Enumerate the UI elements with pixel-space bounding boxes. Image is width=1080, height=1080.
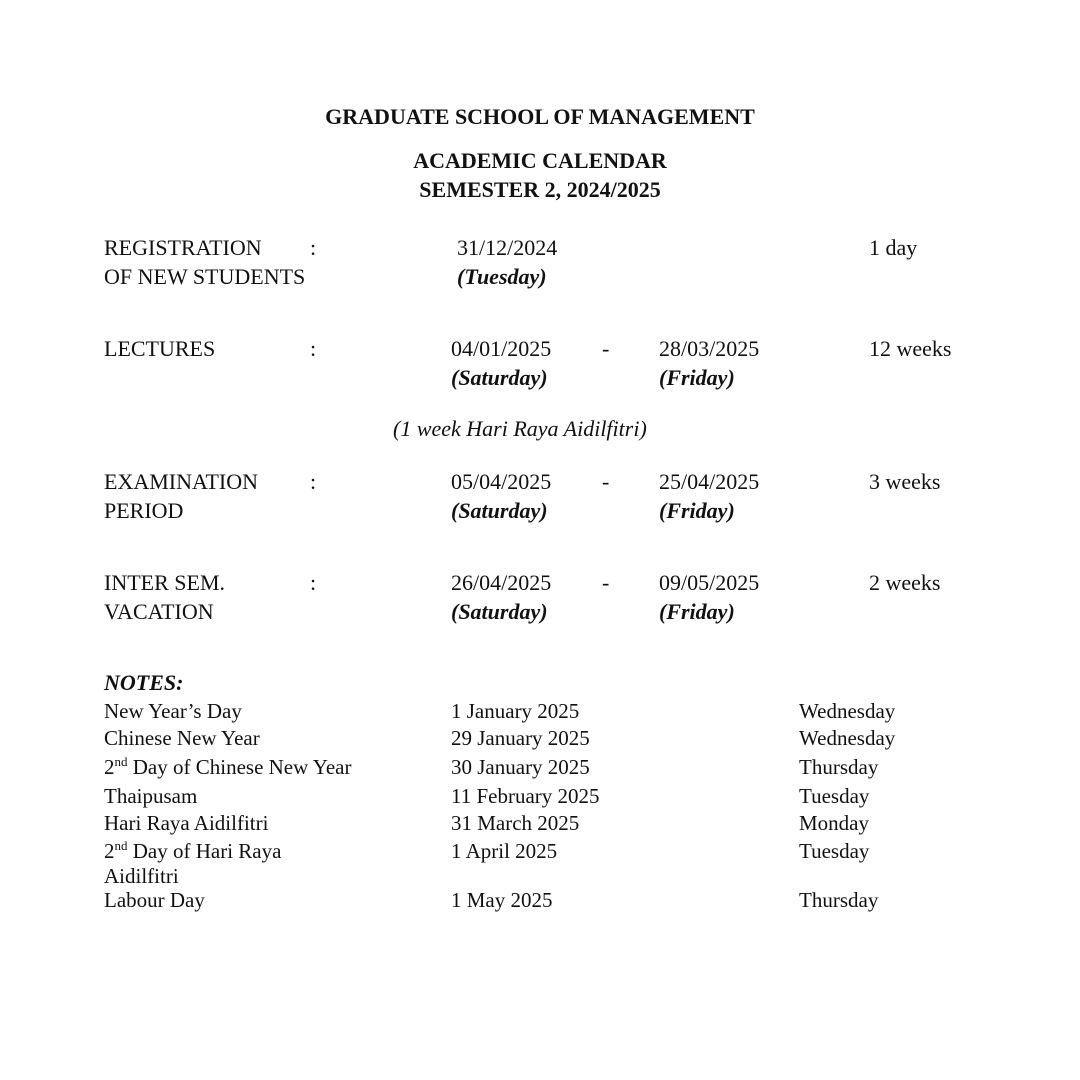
holiday-name: Hari Raya Aidilfitri: [104, 811, 269, 835]
holiday-date: 30 January 2025: [451, 755, 590, 779]
holiday-date: 31 March 2025: [451, 811, 580, 835]
row-end-date: 28/03/2025: [659, 336, 760, 361]
holiday-day: Wednesday: [799, 726, 896, 750]
holiday-name: Labour Day: [104, 888, 205, 912]
row-duration: 3 weeks: [869, 469, 941, 494]
row-duration: 2 weeks: [869, 570, 941, 595]
holiday-name: New Year’s Day: [104, 699, 242, 723]
holiday-day: Tuesday: [799, 839, 870, 863]
row-label-line1: LECTURES: [104, 336, 216, 361]
calendar-title: ACADEMIC CALENDAR: [413, 148, 667, 173]
row-end-date: 25/04/2025: [659, 469, 760, 494]
holiday-date: 1 January 2025: [451, 699, 580, 723]
row-duration: 1 day: [869, 235, 918, 260]
row-label-line1: REGISTRATION: [104, 235, 262, 260]
row-colon: :: [310, 469, 317, 494]
row-colon: :: [310, 336, 317, 361]
holiday-date: 1 May 2025: [451, 888, 553, 912]
row-dash: -: [602, 469, 610, 494]
row-end-date: 09/05/2025: [659, 570, 760, 595]
row-label-line2: OF NEW STUDENTS: [104, 264, 306, 289]
row-start-day: (Tuesday): [457, 264, 547, 289]
holiday-name: [104, 754, 351, 781]
holiday-date: 1 April 2025: [451, 839, 558, 863]
holiday-name: [104, 838, 281, 865]
holiday-name-rest: Day of Chinese New Year: [127, 755, 352, 779]
holiday-name-ordinal-suffix: nd: [114, 754, 128, 769]
row-colon: :: [310, 235, 317, 260]
row-label-line1: INTER SEM.: [104, 570, 225, 595]
school-title: GRADUATE SCHOOL OF MANAGEMENT: [325, 104, 755, 129]
row-duration: 12 weeks: [869, 336, 952, 361]
row-start-date: 31/12/2024: [457, 235, 558, 260]
holiday-name-ordinal: 2: [104, 839, 115, 863]
row-label-line2: PERIOD: [104, 498, 184, 523]
holiday-name: Thaipusam: [104, 784, 198, 808]
holiday-day: Monday: [799, 811, 869, 835]
holiday-name-line2: Aidilfitri: [104, 864, 179, 888]
notes-heading: NOTES:: [104, 670, 184, 695]
row-start-date: 26/04/2025: [451, 570, 552, 595]
holiday-day: Thursday: [799, 888, 879, 912]
row-label-line2: VACATION: [104, 599, 214, 624]
row-start-date: 05/04/2025: [451, 469, 552, 494]
holiday-name: Chinese New Year: [104, 726, 260, 750]
holiday-name-ordinal-suffix: nd: [114, 838, 128, 853]
holiday-name-rest: Day of Hari Raya: [127, 839, 282, 863]
row-dash: -: [602, 570, 610, 595]
row-start-date: 04/01/2025: [451, 336, 552, 361]
row-dash: -: [602, 336, 610, 361]
holiday-day: Thursday: [799, 755, 879, 779]
holiday-name-ordinal: 2: [104, 755, 115, 779]
holiday-date: 11 February 2025: [451, 784, 600, 808]
row-end-day: (Friday): [659, 498, 735, 523]
row-label-line1: EXAMINATION: [104, 469, 258, 494]
holiday-date: 29 January 2025: [451, 726, 590, 750]
lecture-break-note: (1 week Hari Raya Aidilfitri): [393, 416, 647, 441]
row-end-day: (Friday): [659, 599, 735, 624]
semester-title: SEMESTER 2, 2024/2025: [419, 177, 661, 202]
row-start-day: (Saturday): [451, 498, 548, 523]
row-colon: :: [310, 570, 317, 595]
row-end-day: (Friday): [659, 365, 735, 390]
holiday-day: Wednesday: [799, 699, 896, 723]
holiday-day: Tuesday: [799, 784, 870, 808]
row-start-day: (Saturday): [451, 599, 548, 624]
row-start-day: (Saturday): [451, 365, 548, 390]
